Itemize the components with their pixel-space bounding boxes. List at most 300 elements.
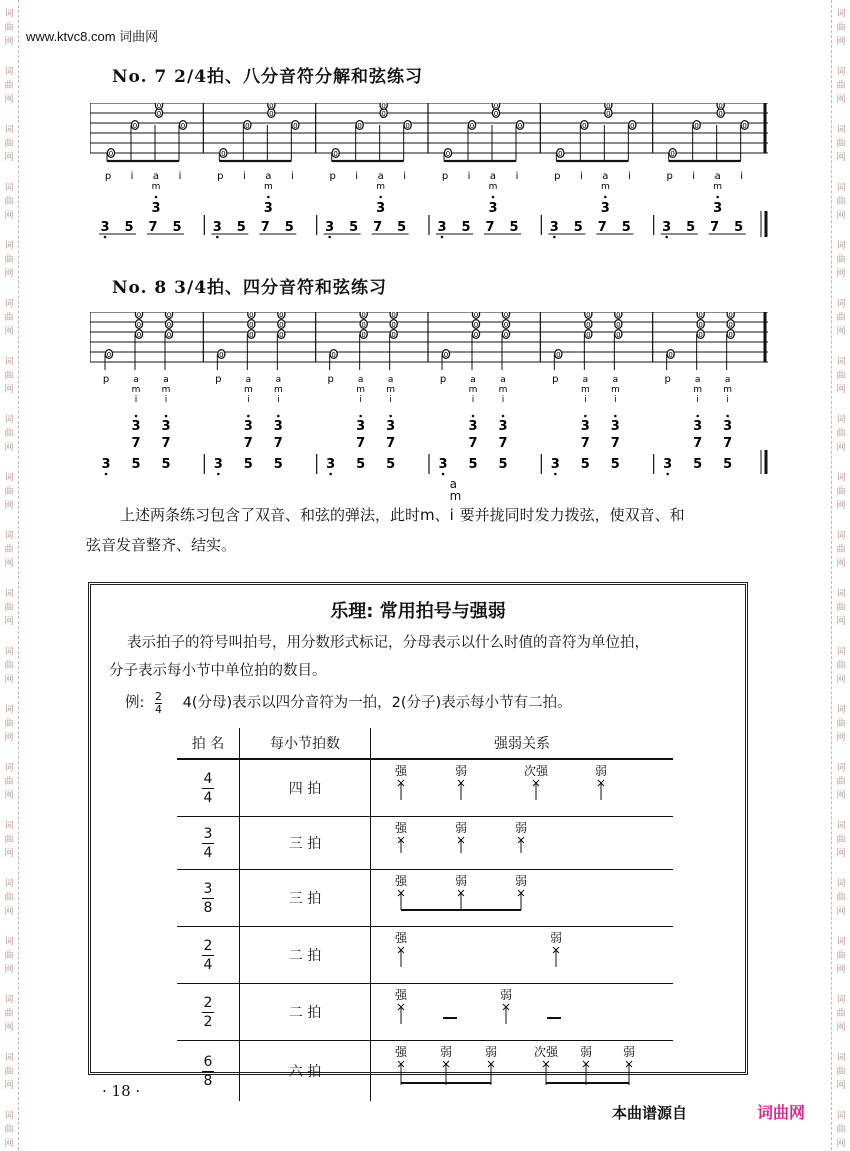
jianpu-note: 7: [485, 220, 495, 235]
fret-number: 0: [558, 150, 563, 158]
watermark-char: 网: [4, 617, 14, 627]
fret-number: 0: [443, 351, 449, 359]
watermark-char: 网: [836, 443, 846, 453]
jianpu-note: 7: [148, 220, 158, 235]
strength-label: 次强: [523, 764, 549, 778]
meter-table: [177, 728, 673, 1101]
fingering-m: m: [693, 385, 703, 395]
fingering-m: m: [713, 182, 723, 192]
fret-number: 0: [586, 312, 591, 319]
fingering-i: i: [696, 395, 699, 405]
watermark-char: 曲: [836, 661, 846, 671]
high-dot: [389, 415, 392, 418]
beats-cell: 四 拍: [240, 759, 371, 817]
strength-cell: [371, 817, 674, 870]
jianpu-note: 5: [461, 220, 471, 235]
footer-logo[interactable]: 词曲网: [757, 1103, 806, 1122]
fret-number: 0: [616, 321, 621, 329]
jianpu-note: 3: [723, 419, 733, 434]
jianpu-note: 5: [172, 220, 182, 235]
watermark-char: 词: [4, 531, 14, 541]
watermark-char: 词: [4, 589, 14, 599]
fret-number: 0: [249, 312, 254, 319]
fret-number: 0: [269, 110, 274, 118]
jianpu-note: 7: [273, 436, 283, 451]
jianpu-note: 7: [260, 220, 270, 235]
watermark-char: 网: [4, 327, 14, 337]
strength-cell: [371, 1041, 674, 1102]
watermark-char: 曲: [4, 951, 14, 961]
watermark-char: 曲: [4, 371, 14, 381]
jianpu-note: 5: [236, 220, 246, 235]
strength-label: 弱: [454, 874, 468, 888]
jianpu-note: 3: [100, 220, 110, 235]
watermark-char: 网: [4, 791, 14, 801]
time-signature-denominator: 8: [203, 899, 213, 916]
strength-diagram: [371, 1041, 671, 1097]
fingering-p: p: [327, 374, 334, 385]
watermark-char: 曲: [4, 197, 14, 207]
jianpu-upper-note: 3: [600, 201, 610, 216]
fret-number: 0: [445, 150, 451, 158]
jianpu-note: 5: [161, 457, 171, 472]
fingering-m: m: [161, 385, 171, 395]
watermark-char: 网: [836, 327, 846, 337]
watermark-char: 网: [4, 443, 14, 453]
time-signature-numerator: 4: [203, 770, 213, 787]
jianpu-note: 7: [243, 436, 253, 451]
strength-diagram: [371, 927, 671, 979]
strength-label: 弱: [499, 988, 513, 1002]
fret-number: 0: [718, 110, 723, 118]
fingering-i: i: [740, 171, 744, 182]
fingering-i: i: [501, 395, 505, 405]
fingering-p: p: [104, 171, 112, 182]
high-dot: [359, 415, 362, 418]
fret-number: 0: [269, 103, 274, 110]
fret-number: 0: [473, 321, 479, 329]
jianpu-note: 3: [663, 457, 673, 472]
time-signature: [202, 825, 215, 862]
jianpu-note: 3: [438, 457, 448, 472]
high-dot: [726, 415, 729, 418]
strength-label: 强: [394, 1045, 408, 1059]
fingering-m: m: [131, 385, 141, 395]
fret-number: 0: [361, 331, 366, 339]
watermark-char: 曲: [836, 371, 846, 381]
high-dot: [277, 415, 280, 418]
jianpu-note: 5: [386, 457, 396, 472]
watermark-char: 词: [4, 9, 14, 19]
meter-row: [177, 817, 673, 870]
fret-number: 0: [245, 122, 250, 130]
exercise-7-title: No. 7 2/4拍、八分音符分解和弦练习: [112, 67, 424, 87]
watermark-char: 网: [4, 1023, 14, 1033]
strength-label: 弱: [454, 821, 468, 835]
low-dot: [554, 473, 557, 476]
fingering-i: i: [584, 395, 587, 405]
watermark-char: 词: [836, 647, 846, 657]
watermark-char: 网: [836, 501, 846, 511]
watermark-char: 网: [4, 153, 14, 163]
fret-number: 0: [221, 150, 226, 158]
fingering-a: a: [489, 171, 497, 182]
fingering-a: a: [387, 375, 394, 385]
fingering-m: m: [243, 385, 253, 395]
fret-number: 0: [279, 312, 284, 319]
meter-name-cell: [177, 1041, 240, 1102]
watermark-char: 词: [836, 821, 846, 831]
watermark-char: 词: [836, 1111, 846, 1121]
strength-label: 强: [394, 764, 408, 778]
watermark-char: 词: [836, 415, 846, 425]
high-dot: [492, 196, 495, 199]
exercise-8-tab: [90, 312, 770, 477]
watermark-char: 曲: [4, 1125, 14, 1135]
fingering-i: i: [579, 171, 583, 182]
jianpu-note: 5: [349, 220, 359, 235]
watermark-char: 词: [4, 357, 14, 367]
watermark-char: 曲: [836, 951, 846, 961]
fingering-i: i: [359, 395, 362, 405]
watermark-char: 词: [4, 705, 14, 715]
beats-cell: 三 拍: [240, 870, 371, 927]
watermark-char: 曲: [4, 429, 14, 439]
watermark-char: 曲: [4, 661, 14, 671]
watermark-char: 曲: [836, 603, 846, 613]
high-dot: [502, 415, 505, 418]
time-signature: [202, 937, 215, 974]
watermark-char: 曲: [4, 545, 14, 555]
high-dot: [155, 196, 158, 199]
header-strength: 强弱关系: [371, 728, 674, 759]
fingering-i: i: [726, 395, 729, 405]
jianpu-note: 5: [621, 220, 631, 235]
watermark-char: 词: [836, 879, 846, 889]
fingering-a: a: [612, 375, 619, 385]
strength-label: 弱: [514, 821, 528, 835]
watermark-char: 网: [4, 965, 14, 975]
watermark-char: 曲: [4, 719, 14, 729]
low-dot: [553, 236, 556, 239]
watermark-char: 网: [4, 907, 14, 917]
fret-number: 0: [493, 103, 499, 110]
strength-diagram: [371, 760, 671, 812]
watermark-char: 曲: [836, 81, 846, 91]
fingering-p: p: [329, 171, 336, 182]
fret-number: 0: [136, 321, 142, 329]
watermark-char: 曲: [4, 1009, 14, 1019]
fret-number: 0: [630, 122, 635, 130]
watermark-char: 曲: [836, 1067, 846, 1077]
meter-row: [177, 984, 673, 1041]
watermark-char: 网: [4, 211, 14, 221]
fret-number: 0: [742, 122, 747, 130]
watermark-char: 曲: [4, 603, 14, 613]
fret-number: 0: [166, 321, 172, 329]
fingering-a: a: [357, 375, 364, 385]
fingering-m: m: [151, 182, 161, 192]
finger-a-m-i: [449, 477, 462, 530]
fret-number: 0: [670, 150, 675, 158]
watermark-char: 网: [836, 269, 846, 279]
jianpu-note: 3: [212, 220, 222, 235]
fret-number: 0: [136, 331, 142, 339]
jianpu-note: 3: [131, 419, 141, 434]
fret-number: 0: [381, 110, 386, 118]
low-dot: [329, 473, 332, 476]
watermark-char: 词: [836, 763, 846, 773]
jianpu-note: 3: [498, 419, 508, 434]
time-signature-denominator: 2: [203, 1013, 213, 1030]
watermark-char: 词: [836, 67, 846, 77]
fingering-i: i: [389, 395, 392, 405]
watermark-char: 词: [836, 125, 846, 135]
fret-number: 0: [391, 321, 396, 329]
fret-number: 0: [694, 122, 699, 130]
fingering-a: a: [163, 375, 169, 385]
fingering-i: i: [242, 171, 246, 182]
watermark-char: 曲: [836, 835, 846, 845]
right-watermark-strip: [831, 0, 850, 1150]
fingering-m: m: [580, 385, 590, 395]
strength-label: 强: [394, 931, 408, 945]
watermark-char: 词: [4, 299, 14, 309]
high-dot: [165, 415, 168, 418]
time-signature-numerator: 3: [203, 825, 213, 842]
watermark-char: 网: [4, 733, 14, 743]
fret-number: 0: [698, 312, 703, 319]
strength-cell: [371, 870, 674, 927]
fret-number: 0: [357, 122, 362, 130]
time-signature-numerator: 2: [203, 937, 213, 954]
fingering-a: a: [133, 375, 139, 385]
strength-label: 弱: [439, 1045, 453, 1059]
high-dot: [379, 196, 382, 199]
jianpu-note: 7: [356, 436, 366, 451]
watermark-char: 网: [4, 559, 14, 569]
watermark-char: 网: [836, 153, 846, 163]
fingering-a: a: [265, 171, 272, 182]
strength-label: 弱: [579, 1045, 593, 1059]
fret-number: 0: [698, 331, 703, 339]
jianpu-note: 3: [325, 220, 335, 235]
watermark-char: 曲: [836, 777, 846, 787]
fret-number: 0: [473, 312, 479, 319]
fret-number: 0: [493, 110, 499, 118]
time-signature: [202, 1053, 215, 1090]
explanation-line1-end: 要并拢同时发力拨弦，使双音、和: [459, 506, 685, 524]
fret-number: 0: [668, 351, 673, 359]
fret-number: 0: [156, 103, 162, 110]
finger-a: a: [449, 477, 458, 491]
high-dot: [472, 415, 475, 418]
fingering-m: m: [488, 182, 498, 192]
fingering-a: a: [714, 171, 721, 182]
watermark-char: 曲: [4, 487, 14, 497]
fingering-i: i: [467, 171, 471, 182]
watermark-char: 曲: [836, 197, 846, 207]
watermark-char: 网: [4, 501, 14, 511]
watermark-char: 词: [836, 241, 846, 251]
jianpu-note: 7: [468, 436, 478, 451]
fret-number: 0: [132, 122, 138, 130]
example-denominator: 4: [155, 702, 162, 716]
watermark-char: 词: [836, 357, 846, 367]
watermark-char: 网: [836, 791, 846, 801]
fret-number: 0: [616, 331, 621, 339]
time-signature-denominator: 4: [203, 789, 213, 806]
time-signature-numerator: 6: [203, 1053, 213, 1070]
jianpu-note: 5: [573, 220, 583, 235]
jianpu-note: 3: [101, 457, 111, 472]
watermark-char: 词: [836, 183, 846, 193]
high-dot: [135, 415, 138, 418]
finger-i: i: [449, 506, 454, 524]
watermark-char: 网: [836, 849, 846, 859]
fret-number: 0: [156, 110, 162, 118]
watermark-char: 曲: [836, 1125, 846, 1135]
jianpu-note: 5: [498, 457, 508, 472]
jianpu-note: 7: [723, 436, 733, 451]
jianpu-note: 5: [580, 457, 590, 472]
time-signature-denominator: 4: [203, 956, 213, 973]
fingering-m: m: [723, 385, 733, 395]
jianpu-note: 3: [386, 419, 396, 434]
watermark-char: 网: [836, 1023, 846, 1033]
jianpu-note: 3: [580, 419, 590, 434]
jianpu-note: 3: [437, 220, 447, 235]
jianpu-note: 3: [243, 419, 253, 434]
jianpu-note: 3: [610, 419, 620, 434]
jianpu-note: 3: [693, 419, 703, 434]
strength-label: 强: [394, 821, 408, 835]
fret-number: 0: [606, 110, 611, 118]
jianpu-note: 3: [549, 220, 559, 235]
jianpu-note: 5: [468, 457, 478, 472]
fret-number: 0: [279, 321, 284, 329]
fingering-p: p: [552, 374, 559, 385]
watermark-char: 曲: [836, 545, 846, 555]
fret-number: 0: [556, 351, 561, 359]
theory-box: [88, 582, 748, 1089]
meter-row: [177, 1041, 673, 1102]
watermark-char: 网: [4, 269, 14, 279]
fingering-m: m: [263, 182, 273, 192]
jianpu-note: 3: [662, 220, 672, 235]
watermark-char: 网: [836, 733, 846, 743]
meter-name-cell: [177, 870, 240, 927]
watermark-char: 词: [4, 879, 14, 889]
jianpu-note: 5: [273, 457, 283, 472]
fret-number: 0: [180, 122, 186, 130]
watermark-char: 词: [4, 67, 14, 77]
strength-label: 弱: [454, 764, 468, 778]
watermark-char: 网: [836, 385, 846, 395]
beats-cell: 三 拍: [240, 817, 371, 870]
meter-row: [177, 870, 673, 927]
explanation-line2: 弦音发音整齐、结实。: [86, 536, 237, 554]
jianpu-note: 7: [161, 436, 171, 451]
time-signature: [202, 880, 215, 917]
jianpu-note: 7: [693, 436, 703, 451]
jianpu-note: 5: [610, 457, 620, 472]
jianpu-note: 5: [356, 457, 366, 472]
fingering-a: a: [275, 375, 282, 385]
watermark-char: 词: [4, 937, 14, 947]
fret-number: 0: [166, 312, 172, 319]
jianpu-note: 5: [693, 457, 703, 472]
fingering-p: p: [102, 374, 110, 385]
watermark-char: 网: [836, 559, 846, 569]
watermark-char: 网: [836, 37, 846, 47]
watermark-char: 曲: [836, 429, 846, 439]
fingering-p: p: [554, 171, 561, 182]
theory-example: [109, 689, 739, 717]
strength-cell: [371, 759, 674, 817]
watermark-char: 网: [836, 617, 846, 627]
fingering-i: i: [471, 395, 475, 405]
watermark-char: 词: [836, 1053, 846, 1063]
watermark-char: 词: [836, 9, 846, 19]
time-signature: [202, 770, 215, 807]
fret-number: 0: [249, 331, 254, 339]
low-dot: [665, 236, 668, 239]
fingering-i: i: [515, 171, 519, 182]
watermark-char: 网: [4, 675, 14, 685]
left-watermark-strip: [0, 0, 19, 1150]
low-dot: [105, 473, 108, 476]
low-dot: [216, 236, 219, 239]
watermark-char: 曲: [836, 1009, 846, 1019]
fret-number: 0: [718, 103, 723, 110]
jianpu-note: 5: [397, 220, 407, 235]
fret-number: 0: [333, 150, 338, 158]
watermark-char: 词: [4, 183, 14, 193]
high-dot: [584, 415, 587, 418]
jianpu-note: 3: [326, 457, 336, 472]
strength-cell: [371, 984, 674, 1041]
strength-label: 弱: [622, 1045, 636, 1059]
fingering-i: i: [134, 395, 138, 405]
high-dot: [247, 415, 250, 418]
fret-number: 0: [381, 103, 386, 110]
time-signature-numerator: 2: [203, 994, 213, 1011]
watermark-char: 网: [836, 211, 846, 221]
watermark-char: 曲: [836, 313, 846, 323]
fret-number: 0: [405, 122, 410, 130]
fret-number: 0: [728, 312, 733, 319]
watermark-char: 曲: [4, 23, 14, 33]
fret-number: 0: [586, 321, 591, 329]
watermark-char: 词: [4, 415, 14, 425]
jianpu-note: 3: [161, 419, 171, 434]
fingering-a: a: [470, 375, 476, 385]
jianpu-upper-note: 3: [713, 201, 723, 216]
watermark-char: 曲: [4, 835, 14, 845]
theory-title: 乐理: 常用拍号与强弱: [330, 601, 506, 622]
fingering-i: i: [355, 171, 359, 182]
fingering-m: m: [386, 385, 396, 395]
time-signature: [202, 994, 215, 1031]
jianpu-note: 3: [356, 419, 366, 434]
fret-number: 0: [106, 351, 112, 359]
fret-number: 0: [108, 150, 114, 158]
strength-label: 强: [394, 988, 408, 1002]
watermark-char: 曲: [4, 1067, 14, 1077]
watermark-char: 网: [4, 1139, 14, 1149]
meter-name-cell: [177, 984, 240, 1041]
